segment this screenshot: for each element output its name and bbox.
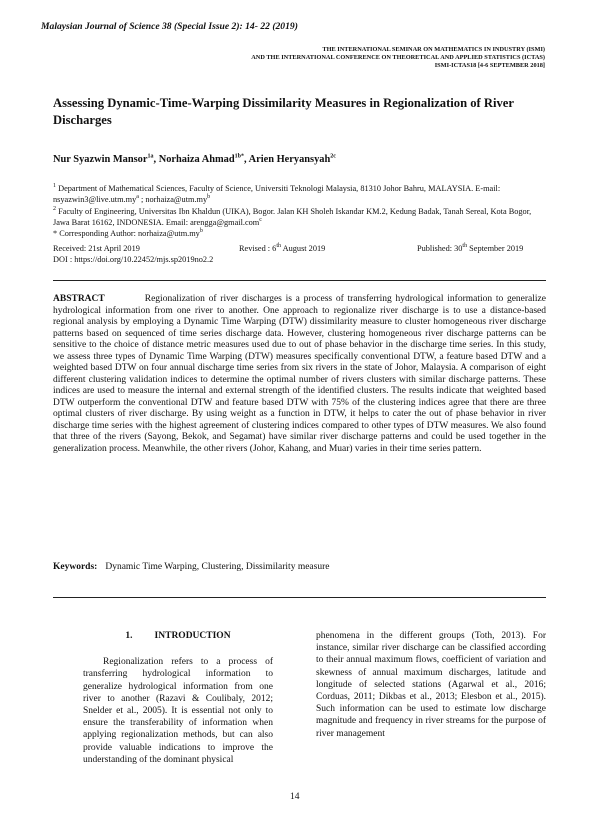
- page-number: 14: [290, 792, 300, 802]
- revised-date: Revised : 6th August 2019: [239, 243, 326, 253]
- dates-block: [53, 243, 548, 266]
- keywords-text: Dynamic Time Warping, Clustering, Dissimilarity measure: [105, 562, 330, 572]
- author-3: Arien Heryansyah: [248, 154, 331, 165]
- section-heading: [83, 630, 273, 642]
- conference-line-3: ISMI-ICTAS18 [4-6 SEPTEMBER 2018]: [434, 62, 545, 69]
- divider-top: [53, 280, 546, 281]
- section-number: 1.: [125, 631, 133, 641]
- affiliation-1: $^1$ Department of Mathematical Sciences, Faculty of Science, Universiti Teknologi Malaysia, 81310 Johor Bahru, MALAYSIA. E-mail: $nsyazwin3@live.utm.my^a$ ; $norhaiza@utm.my^b$: [53, 183, 501, 205]
- abstract-text: Regionalization of river discharges is a process of transferring hydrological information to generalize hydrological information from one river to another. One approach to regionalize river discharge is to use a distance-based regional analysis by employing a Dynamic Time Warping (DTW) dissimilarity measure to cluster homogeneous river discharge patterns based on sequenced of time series discharge data. However, clustering homogeneous river discharge patterns can be sensitive to the choice of distance metric measures used due to out of phase behavior in the discharge time series. In this study, we assess three types of Dynamic Time Warping (DTW) measures specifically conventional DTW, a feature based DTW and a weighted based DTW on four annual discharge time series from six rivers in the state of Johor, Malaysia. A comparison of eight different clustering validation indices to determine the optimal number of rivers clusters with similar discharge patterns. These indices are used to measure the internal and external strength of the identified clusters. The results indicate that weighted based DTW outperform the conventional DTW and feature based DTW with 75% of the clustering indices agree that there are three optimal clusters of river discharge. By using weight as a function in DTW, it helps to cater the out of phase behavior in river discharge time series with the highest agreement of clustering indices compared to other types of DTW measures. We also found that three of the rivers (Sayong, Bekok, and Segamat) have similar river discharge patterns and could be used together in the generalization process. Meanwhile, the other rivers (Johor, Kahang, and Muar) varies in their time series pattern.: [53, 294, 546, 454]
- author-sep: ,: [243, 154, 249, 165]
- corresponding-author: * Corresponding Author: $norhaiza@utm.my^b$: [53, 228, 203, 239]
- divider-bottom: [53, 597, 546, 598]
- journal-citation: Malaysian Journal of Science 38 (Special Issue 2): 14- 22 (2019): [41, 21, 298, 32]
- author-list: [53, 154, 336, 165]
- published-date: Published: 30th September 2019: [417, 243, 524, 253]
- received-date: Received: 21st April 2019: [53, 244, 140, 253]
- intro-paragraph-right: phenomena in the different groups (Toth, 2013). For instance, similar river discharge can be classified according to their annual maximum flows, coefficient of variation and skewness of annual maximum discharges, latitude and longitude of selected stations (Agarwal et al., 2016; Corduas, 2011; Dikbas et al., 2013; Elesbon et al., 2015). Such information can be used to estimate low discharge magnitude and frequency in river streams for the purpose of river management: [316, 631, 546, 739]
- section-title: INTRODUCTION: [154, 631, 231, 641]
- conference-line-2: AND THE INTERNATIONAL CONFERENCE ON THEORETICAL AND APPLIED STATISTICS (ICTAS): [251, 54, 545, 61]
- intro-paragraph-left: Regionalization refers to a process of transferring hydrological information to generalize hydrological information from one river to another (Razavi & Coulibaly, 2012; Snelder et al., 2005). It is essential not only to ensure the transferability of information when applying regionalization methods, but can also provide valuable indications to improve the understanding of the dominant physical: [83, 657, 273, 765]
- author-sep: ,: [153, 154, 159, 165]
- abstract: [53, 294, 546, 455]
- abstract-label: ABSTRACT: [53, 294, 105, 304]
- author-3-affil: 2c: [330, 153, 336, 160]
- author-1: Nur Syazwin Mansor: [53, 154, 148, 165]
- author-1-affil: 1a: [147, 153, 154, 160]
- affiliations: [53, 183, 548, 239]
- author-2-affil: 1b*: [234, 153, 244, 160]
- intro-left-column: [83, 630, 273, 766]
- intro-right-column: [316, 630, 546, 740]
- affiliation-2: $^2$ Faculty of Engineering, Universitas Ibn Khaldun (UIKA), Bogor. Jalan KH Sholeh Iskandar KM.2, Kedung Badak, Tanah Sereal, Kota Bogor, Jawa Barat 16162, INDONESIA. Email: arengga@gmail.com$^c$: [53, 205, 532, 227]
- doi[interactable]: DOI : https://doi.org/10.22452/mjs.sp2019no2.2: [53, 255, 214, 265]
- paper-title: Assessing Dynamic-Time-Warping Dissimilarity Measures in Regionalization of River Discharges: [53, 96, 514, 127]
- keywords: [53, 562, 329, 572]
- conference-line-1: THE INTERNATIONAL SEMINAR ON MATHEMATICS IN INDUSTRY (ISMI): [322, 46, 545, 53]
- keywords-label: Keywords:: [53, 562, 98, 572]
- author-2: Norhaiza Ahmad: [158, 154, 235, 165]
